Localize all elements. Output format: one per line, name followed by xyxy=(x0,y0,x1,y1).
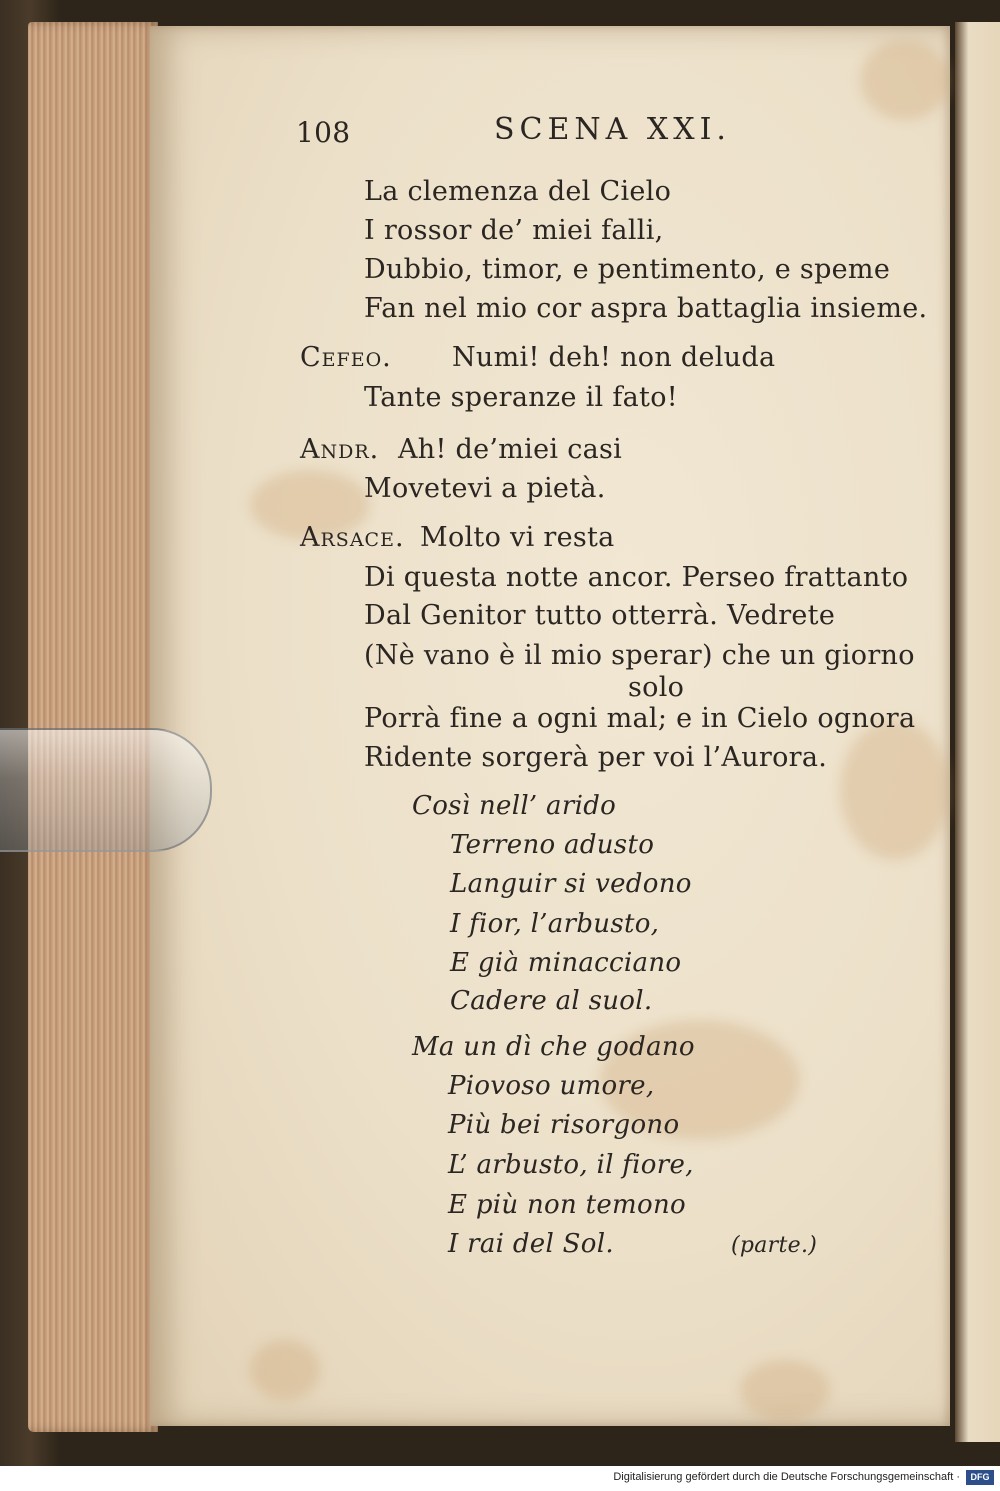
aria-line: Cadere al suol. xyxy=(450,986,653,1016)
footer-credit: Digitalisierung gefördert durch die Deutsche Forschungsgemeinschaft · xyxy=(613,1471,960,1483)
verse-line: (Nè vano è il mio sperar) che un giorno xyxy=(364,640,915,671)
aria-line: Così nell’ arido xyxy=(412,791,617,821)
glass-page-holder xyxy=(0,728,212,852)
dfg-logo: DFG xyxy=(966,1470,994,1485)
verse-line: Ridente sorgerà per voi l’Aurora. xyxy=(364,742,828,773)
paper-stain xyxy=(740,1360,830,1420)
speaker-name: Andr. xyxy=(300,434,380,465)
paper-stain xyxy=(860,40,950,120)
scene-title: SCENA XXI. xyxy=(494,112,731,147)
verse-line: Fan nel mio cor aspra battaglia insieme. xyxy=(364,293,928,324)
paper-stain xyxy=(840,720,950,860)
facing-page-edge xyxy=(955,22,1000,1442)
verse-line: Movetevi a pietà. xyxy=(364,473,606,504)
aria-line: E già minacciano xyxy=(450,948,682,978)
verse-line: I rossor de’ miei falli, xyxy=(364,215,664,246)
stage-direction: (parte.) xyxy=(731,1233,818,1258)
aria-line: Ma un dì che godano xyxy=(412,1032,695,1062)
book-page-edges xyxy=(28,22,158,1432)
speaker-name: Cefeo. xyxy=(300,342,392,373)
aria-line: I fior, l’arbusto, xyxy=(450,909,660,939)
paper-stain xyxy=(250,1340,320,1400)
page-number: 108 xyxy=(296,116,351,149)
verse-line: Dubbio, timor, e pentimento, e speme xyxy=(364,254,891,285)
verse-line: Molto vi resta xyxy=(420,522,615,553)
aria-line: Più bei risorgono xyxy=(448,1110,680,1140)
verse-line: Porrà fine a ogni mal; e in Cielo ognora xyxy=(364,703,916,734)
aria-line: L’ arbusto, il fiore, xyxy=(448,1150,694,1180)
aria-line: Piovoso umore, xyxy=(448,1071,655,1101)
verse-line: solo xyxy=(628,672,685,703)
verse-line: Ah! de’miei casi xyxy=(398,434,623,465)
verse-line: Tante speranze il fato! xyxy=(364,382,678,413)
aria-line: I rai del Sol. xyxy=(448,1229,614,1259)
aria-line: Languir si vedono xyxy=(450,869,692,899)
digitization-footer xyxy=(0,1466,1000,1491)
verse-line: La clemenza del Cielo xyxy=(364,176,672,207)
verse-line: Numi! deh! non deluda xyxy=(452,342,776,373)
aria-line: Terreno adusto xyxy=(450,830,655,860)
aria-line: E più non temono xyxy=(448,1190,686,1220)
verse-line: Dal Genitor tutto otterrà. Vedrete xyxy=(364,600,836,631)
verse-line: Di questa notte ancor. Perseo frattanto xyxy=(364,562,909,593)
speaker-name: Arsace. xyxy=(300,522,405,553)
